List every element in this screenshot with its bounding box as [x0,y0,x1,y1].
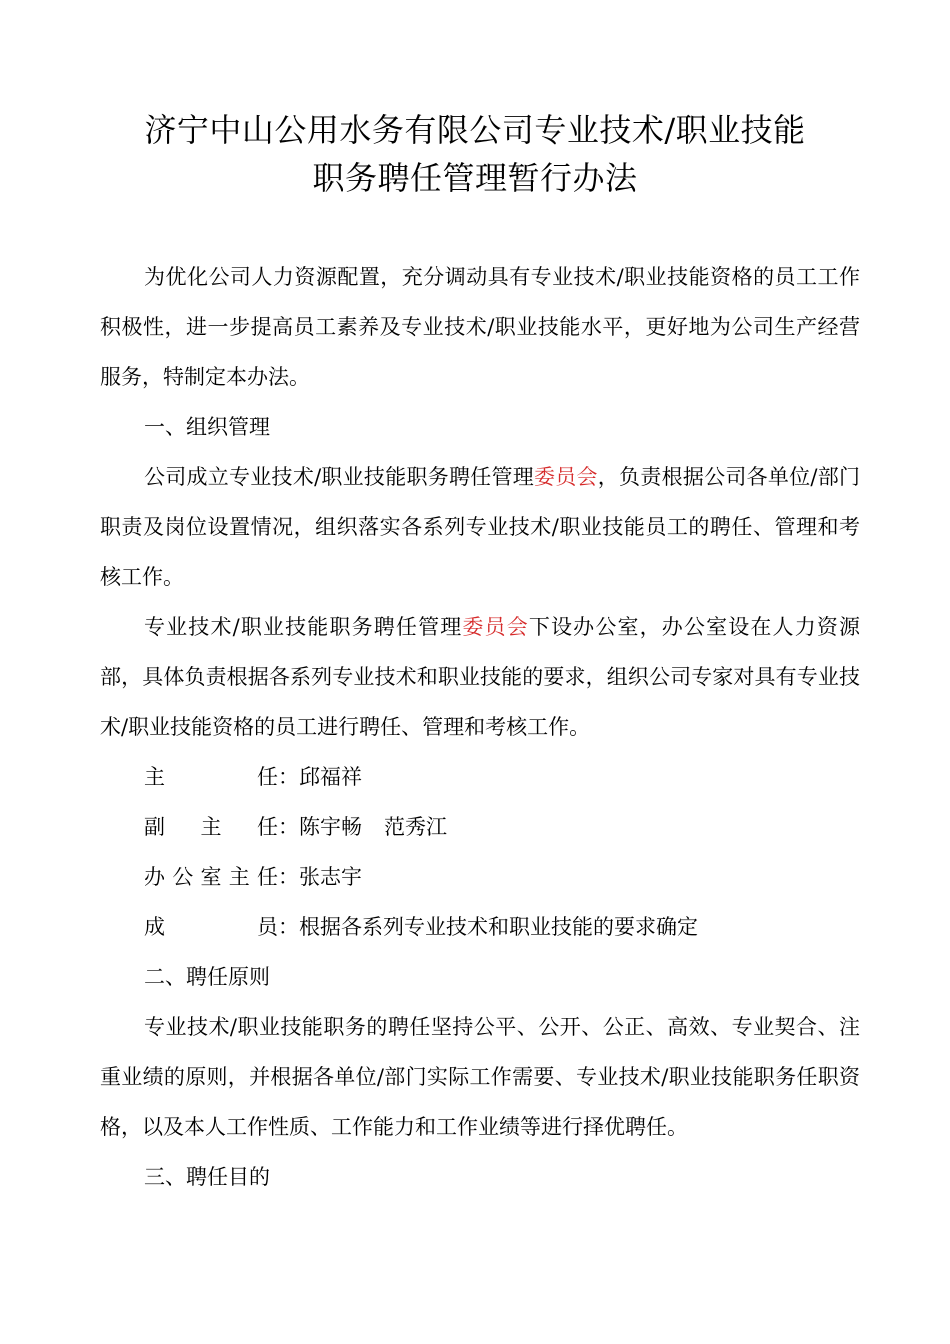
roster-colon: ： [278,815,299,839]
roster-value: 张志宇 [299,865,362,889]
roster-label: 副主任 [144,815,278,839]
section-heading-purpose: 三、聘任目的 [144,1165,270,1189]
organization-paragraph-2 [100,602,860,752]
paragraph-text: ，负责根据公司各单位/部门职责及岗位设置情况，组织落实各系列专业技术/职业技能员工的聘任、管理和考核工作。 [100,465,860,589]
roster-label: 主任 [144,765,278,789]
highlighted-committee-text: 委员会 [534,465,598,489]
roster-director [100,752,860,802]
highlighted-committee-text: 委员会 [462,615,529,639]
paragraph-text: 公司成立专业技术/职业技能职务聘任管理 [144,465,535,489]
roster-value: 陈宇畅 [299,815,362,839]
roster-colon: ： [278,865,299,889]
roster-members [100,902,860,952]
roster-value: 范秀江 [384,815,447,839]
document-title-line-1: 济宁中山公用水务有限公司专业技术/职业技能 [144,111,806,149]
organization-paragraph-1 [100,452,860,602]
roster-vice-director [100,802,860,852]
roster-colon: ： [278,765,299,789]
principles-paragraph: 专业技术/职业技能职务的聘任坚持公平、公开、公正、高效、专业契合、注重业绩的原则，并根据各单位/部门实际工作需要、专业技术/职业技能职务任职资格，以及本人工作性质、工作能力和工作业绩等进行择优聘任。 [100,1015,860,1139]
roster-colon: ： [278,915,299,939]
roster-office-director [100,852,860,902]
paragraph-text: 专业技术/职业技能职务聘任管理 [144,615,463,639]
document-title-line-2: 职务聘任管理暂行办法 [312,159,638,197]
paragraph-text: 下设办公室，办公室设在人力资源部，具体负责根据各系列专业技术和职业技能的要求，组织公司专家对具有专业技术/职业技能资格的员工进行聘任、管理和考核工作。 [100,615,861,739]
section-heading-organization: 一、组织管理 [144,415,270,439]
section-heading-principles: 二、聘任原则 [144,965,270,989]
roster-label: 成员 [144,915,278,939]
roster-value: 邱福祥 [299,765,362,789]
roster-label: 办公室主任 [144,865,278,889]
roster-value: 根据各系列专业技术和职业技能的要求确定 [299,915,698,939]
intro-paragraph: 为优化公司人力资源配置，充分调动具有专业技术/职业技能资格的员工工作积极性，进一步提高员工素养及专业技术/职业技能水平，更好地为公司生产经营服务，特制定本办法。 [100,265,860,389]
